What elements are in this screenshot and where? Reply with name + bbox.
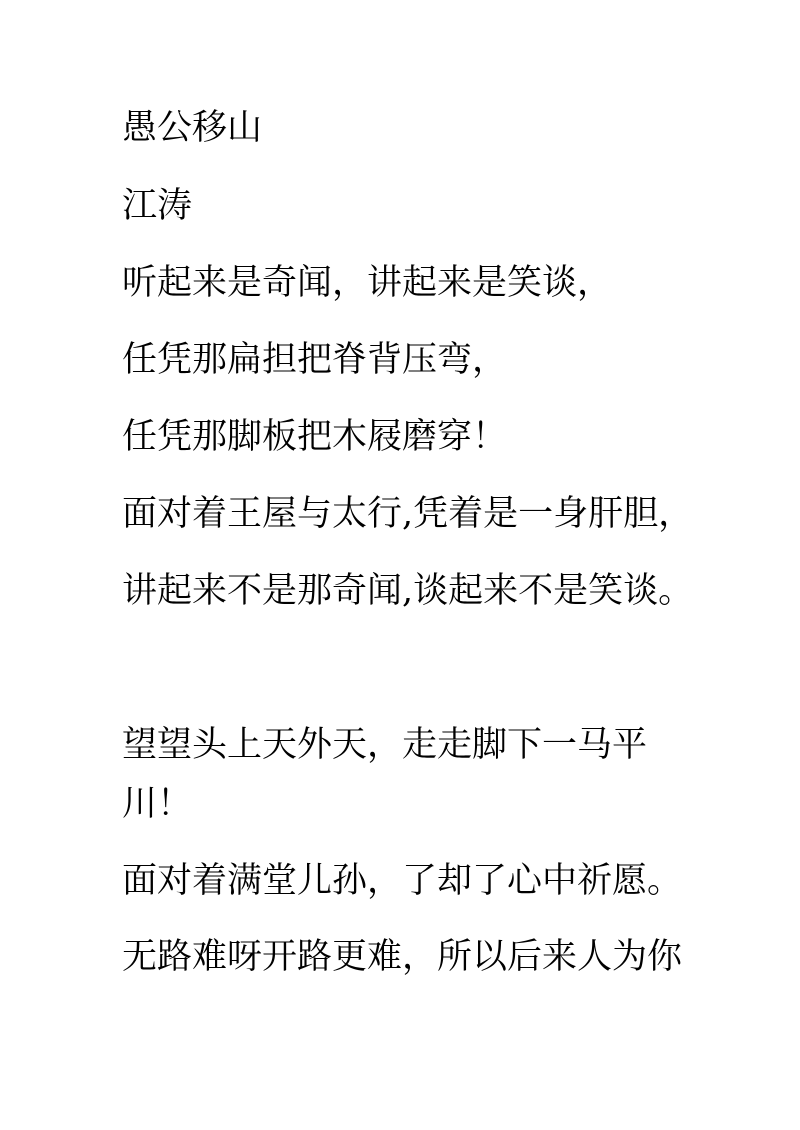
poem-line: 任凭那扁担把脊背压弯， xyxy=(122,340,508,380)
poem-line: 面对着王屋与太行,凭着是一身肝胆， xyxy=(122,494,694,534)
poem-line: 川！ xyxy=(122,784,193,824)
poem-line: 无路难呀开路更难，所以后来人为你 xyxy=(122,937,683,977)
poem-author: 江涛 xyxy=(122,186,193,226)
poem-line: 任凭那脚板把木屐磨穿！ xyxy=(122,417,508,457)
poem-title: 愚公移山 xyxy=(122,108,263,148)
poem-line: 听起来是奇闻，讲起来是笑谈， xyxy=(122,263,613,303)
poem-line: 望望头上天外天，走走脚下一马平 xyxy=(122,725,648,765)
poem-line: 面对着满堂儿孙，了却了心中祈愿。 xyxy=(122,861,683,901)
poem-line: 讲起来不是那奇闻,谈起来不是笑谈。 xyxy=(122,571,694,611)
